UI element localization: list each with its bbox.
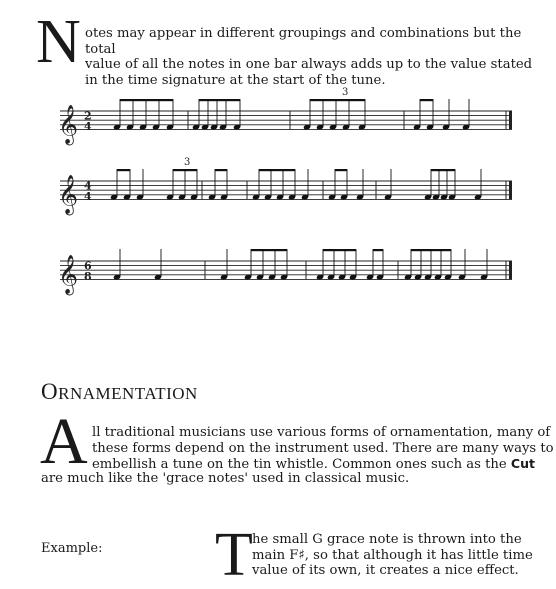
note-beam xyxy=(120,99,133,101)
note-beam xyxy=(336,99,349,101)
note-beam xyxy=(447,169,455,171)
note-beam xyxy=(431,169,439,171)
grace-paragraph xyxy=(252,532,533,579)
treble-clef-icon: 𝄞 xyxy=(58,104,79,145)
intro-line: in the time signature at the start of the tune. xyxy=(85,72,386,88)
heading-rest: RNAMENTATION xyxy=(58,384,198,403)
treble-clef-icon: 𝄞 xyxy=(58,174,79,215)
note-beam xyxy=(117,169,130,171)
note-beam xyxy=(263,249,275,251)
note-beam xyxy=(226,99,240,101)
note-beam xyxy=(199,99,208,101)
note-beam xyxy=(439,169,447,171)
example-label: Example: xyxy=(41,541,103,556)
intro-line: otes may appear in different groupings and combinations but the total xyxy=(85,26,522,57)
triplet-mark: 3 xyxy=(342,87,349,98)
time-signature-bottom: 4 xyxy=(84,189,92,203)
cut-term: Cut xyxy=(510,456,535,471)
heading-initial: O xyxy=(41,379,59,404)
intro-drop-cap: N xyxy=(36,8,81,76)
time-signature-top: 2 xyxy=(84,109,92,123)
ornament-line: these forms depend on the instrument used. There are many ways to xyxy=(92,440,554,456)
note-beam xyxy=(271,169,283,171)
grace-drop-cap: T xyxy=(215,521,253,589)
staves-group xyxy=(58,87,512,295)
time-signature-top: 4 xyxy=(84,179,92,193)
note-beam xyxy=(275,249,287,251)
note-beam xyxy=(373,249,383,251)
treble-clef-icon: 𝄞 xyxy=(58,254,79,295)
note-beam xyxy=(133,99,146,101)
final-barline-thick xyxy=(509,261,512,279)
ornament-line-text: embellish a tune on the tin whistle. Common ones such as the xyxy=(92,457,511,472)
note-beam xyxy=(441,249,451,251)
grace-line: main F♯, so that although it has little time xyxy=(252,547,533,563)
time-signature-bottom: 4 xyxy=(84,119,92,133)
note-beam xyxy=(146,99,159,101)
note-beam xyxy=(323,249,334,251)
time-signature-bottom: 8 xyxy=(84,269,92,283)
grace-line: he small G grace note is thrown into the xyxy=(252,532,522,547)
note-beam xyxy=(173,169,185,171)
triplet-mark: 3 xyxy=(184,157,191,168)
ornament-drop-cap: A xyxy=(40,405,88,478)
time-signature-top: 6 xyxy=(84,259,92,273)
note-beam xyxy=(208,99,217,101)
note-beam xyxy=(335,169,347,171)
ornament-line: ll traditional musicians use various forms of ornamentation, many of xyxy=(92,425,551,440)
note-beam xyxy=(251,249,263,251)
ornament-last-line: are much like the 'grace notes' used in classical music. xyxy=(41,471,410,486)
note-beam xyxy=(349,99,365,101)
note-beam xyxy=(283,169,295,171)
note-beam xyxy=(345,249,356,251)
note-beam xyxy=(411,249,421,251)
note-beam xyxy=(323,99,336,101)
note-beam xyxy=(420,99,433,101)
note-beam xyxy=(259,169,271,171)
final-barline-thick xyxy=(509,181,512,199)
intro-line: value of all the notes in one bar always adds up to the value stated xyxy=(85,57,533,72)
note-beam xyxy=(421,249,431,251)
grace-line: value of its own, it creates a nice effect. xyxy=(252,563,519,578)
ornament-paragraph xyxy=(92,425,554,473)
note-beam xyxy=(310,99,323,101)
section-heading xyxy=(41,379,198,405)
note-beam xyxy=(215,169,227,171)
note-beam xyxy=(431,249,441,251)
note-beam xyxy=(159,99,173,101)
note-beam xyxy=(334,249,345,251)
note-beam xyxy=(217,99,226,101)
final-barline-thick xyxy=(509,111,512,129)
note-beam xyxy=(185,169,197,171)
